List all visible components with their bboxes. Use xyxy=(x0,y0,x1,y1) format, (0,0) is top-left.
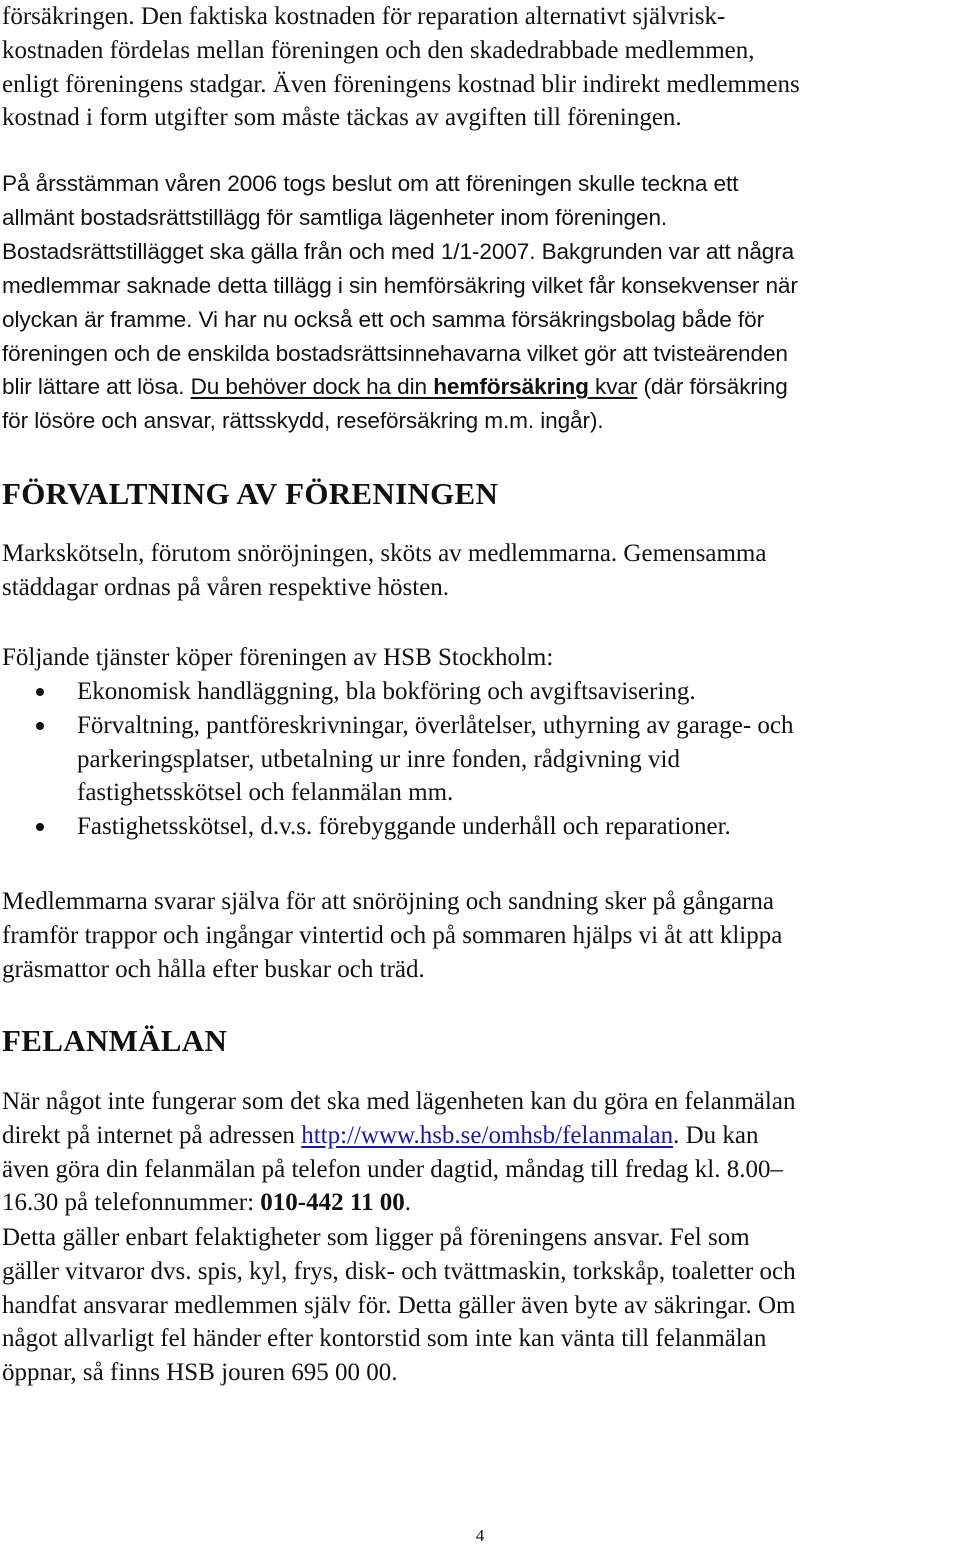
underlined-notice xyxy=(191,374,638,399)
heading-felanmalan: FELANMÄLAN xyxy=(2,1023,228,1058)
text-line: gäller vitvaror dvs. spis, kyl, frys, disk- och tvättmaskin, torkskåp, toaletter och xyxy=(2,1257,796,1285)
text-segment: . Du kan xyxy=(673,1121,759,1149)
text-line: Ekonomisk handläggning, bla bokföring och avgiftsavisering. xyxy=(77,678,696,705)
text-line: även göra din felanmälan på telefon under dagtid, måndag till fredag kl. 8.00– xyxy=(2,1155,783,1183)
list-item xyxy=(2,709,794,810)
text-line xyxy=(2,1186,795,1220)
text-line: kostnad i form utgifter som måste täckas av avgiften till föreningen. xyxy=(2,104,682,132)
text-line: Detta gäller enbart felaktigheter som ligger på föreningens ansvar. Fel som xyxy=(2,1224,750,1251)
text-line: föreningen och de enskilda bostadsrättsinnehavarna vilket gör att tvisteärenden xyxy=(2,340,788,366)
text-line: När något inte fungerar som det ska med lägenheten kan du göra en felanmälan xyxy=(2,1088,796,1115)
text-segment: Du behöver dock ha din xyxy=(190,374,434,400)
bullet-icon xyxy=(36,688,44,696)
text-segment: . xyxy=(404,1189,411,1217)
text-line: framför trappor och ingångar vintertid och på sommaren hjälps vi åt att klippa xyxy=(2,921,783,949)
text-line: Fastighetsskötsel, d.v.s. förebyggande underhåll och reparationer. xyxy=(77,813,731,841)
services-list xyxy=(2,675,794,844)
text-segment: direkt på internet på adressen xyxy=(2,1121,302,1149)
intro-paragraph xyxy=(2,0,800,135)
text-segment: blir lättare att lösa. xyxy=(2,374,191,400)
text-line: Följande tjänster köper föreningen av HSB Stockholm: xyxy=(2,644,554,671)
fault-report-paragraph xyxy=(2,1085,795,1220)
felanmalan-link[interactable]: http://www.hsb.se/omhsb/felanmalan xyxy=(301,1121,674,1149)
text-line xyxy=(2,1119,795,1153)
insurance-paragraph xyxy=(2,167,798,438)
text-line: På årsstämman våren 2006 togs beslut om att föreningen skulle teckna ett xyxy=(2,171,739,196)
bullet-icon xyxy=(36,823,44,831)
text-line: kostnaden fördelas mellan föreningen och den skadedrabbade medlemmen, xyxy=(2,36,755,64)
text-line: handfat ansvarar medlemmen själv för. Detta gäller även byte av säkringar. Om xyxy=(2,1291,796,1319)
page-number: 4 xyxy=(475,1526,485,1545)
text-line: öppnar, så finns HSB jouren 695 00 00. xyxy=(2,1359,398,1387)
text-line: Markskötseln, förutom snöröjningen, sköts av medlemmarna. Gemensamma xyxy=(2,540,767,567)
responsibility-paragraph xyxy=(2,1221,796,1390)
list-item xyxy=(2,810,794,844)
text-segment: 16.30 på telefonnummer: xyxy=(2,1189,261,1217)
text-line: fastighetsskötsel och felanmälan mm. xyxy=(77,779,454,807)
heading-forvaltning: FÖRVALTNING AV FÖRENINGEN xyxy=(2,476,499,511)
text-line: Förvaltning, pantföreskrivningar, överlåtelser, uthyrning av garage- och xyxy=(77,711,794,739)
text-line: allmänt bostadsrättstillägg för samtliga lägenheter inom föreningen. xyxy=(2,204,668,230)
text-line: något allvarligt fel händer efter kontorstid som inte kan vänta till felanmälan xyxy=(2,1325,767,1353)
text-line: för lösöre och ansvar, rättsskydd, reseförsäkring m.m. ingår). xyxy=(2,408,604,434)
phone-number: 010-442 11 00 xyxy=(260,1189,405,1217)
text-line: olyckan är framme. Vi har nu också ett och samma försäkringsbolag både för xyxy=(2,306,764,332)
text-line: enligt föreningens stadgar. Även föreningens kostnad blir indirekt medlemmens xyxy=(2,70,800,98)
bold-term-hemforsakring: hemförsäkring xyxy=(433,374,589,400)
text-line: försäkringen. Den faktiska kostnaden för reparation alternativt självrisk- xyxy=(2,3,726,30)
text-line xyxy=(2,370,798,404)
text-line: parkeringsplatser, utbetalning ur inre fonden, rådgivning vid xyxy=(77,745,681,773)
text-line: medlemmar saknade detta tillägg i sin hemförsäkring vilket får konsekvenser när xyxy=(2,272,798,298)
text-segment: (där försäkring xyxy=(637,374,788,400)
grounds-maintenance-paragraph xyxy=(2,537,766,605)
services-intro xyxy=(2,641,553,675)
text-line: Medlemmarna svarar själva för att snöröjning och sandning sker på gångarna xyxy=(2,888,774,915)
text-line: gräsmattor och hålla efter buskar och träd. xyxy=(2,955,425,983)
snow-clearing-paragraph xyxy=(2,885,782,986)
bullet-icon xyxy=(36,722,44,730)
text-line: Bostadsrättstillägget ska gälla från och med 1/1-2007. Bakgrunden var att några xyxy=(2,238,795,264)
text-segment: kvar xyxy=(588,374,638,400)
text-line: städdagar ordnas på våren respektive hösten. xyxy=(2,573,450,601)
list-item xyxy=(2,675,794,709)
